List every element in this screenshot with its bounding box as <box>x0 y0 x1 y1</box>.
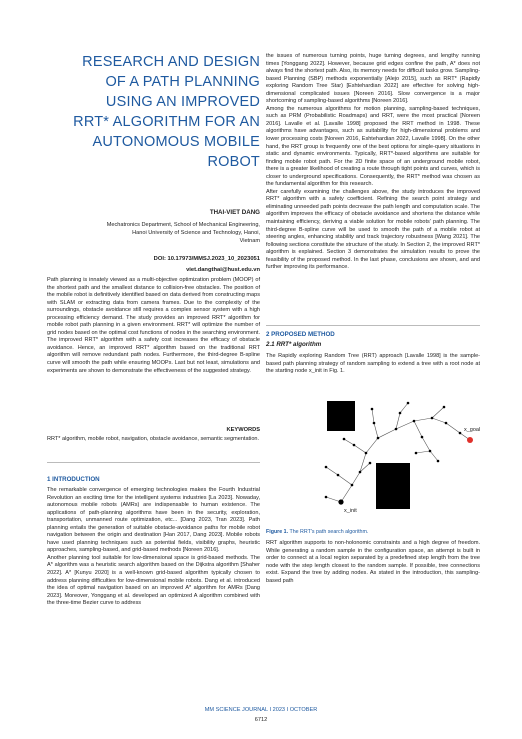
affiliation-line: Mechatronics Department, School of Mechanical Engineering, <box>106 222 260 228</box>
title-line: RRT* ALGORITHM FOR AN <box>73 114 260 130</box>
affiliation-line: Hanoi University of Science and Technology, Hanoi, <box>132 229 260 236</box>
start-label: x_init <box>344 508 357 514</box>
section-divider <box>266 325 480 326</box>
title-line: ROBOT <box>207 154 260 170</box>
intro-text: The remarkable convergence of emerging technologies makes the Fourth Industrial Revolution an exciting time for the intelligent systems industries [La 2023]. Nowaday, autonomous mobile robots (AMRs) are indispensable to human existence. The applications of path-planning algorithms have been in the security, exploration, transportation, unmanned route optimization, etc... [Dang 2023, Tran 2023]. Path planning entails the generation of suitable obstacle-avoidance paths for mobile robot navigation between the origin and destination [Han 2017, Dang 2023]. Mobile robots have used planning techniques such as potential fields, visibility graphs, heuristic approaches, sampling-based, and grid-based methods [Noreen 2016]. Another planning tool suitable for low-dimensional space is grid-based methods. The A* algorithm was a heuristic search algorithm based on the Dijkstra algorithm [Shaher 2022]. A* [Kunyu 2020] is a well-known grid-based algorithm typically chosen to address planning difficulties for low-dimensional mobile robots. Dang et al. introduced the idea of optimal navigation based on an improved A* algorithm for AMRs [Dang 2023]. Moreover, Yonggang et al. developed an optimized A algorithm combined with the three-time Bezier curve to address <box>47 487 260 607</box>
keywords <box>47 436 260 444</box>
title-line: OF A PATH PLANNING <box>105 74 260 90</box>
abstract-text: Path planning is innately viewed as a multi-objective optimization problem (MOOP) of the shortest path and the smallest distance to collision-free obstacles. The position of the mobile robot is definitively identified based on data derived from constructing maps with SLAM or extracting data from camera frames. Due to the complexity of the surroundings, obstacle avoidance still requires a complex sensor system with a high processing efficiency demand. The study provides an improved RRT* algorithm for mobile robot path planning in a given environment. RRT* will optimize the number of grid nodes based on the optimal cost functions of nodes in the searching environment. The improved RRT* algorithm with a safety cost increases the efficacy of obstacle avoidance. Hence, an improved RRT* algorithm based on the traditional RRT algorithm will remove redundant path nodes. Furthermore, the third-degree B-spline curve will smooth the path while ensuring MOOPs. Last but not least, simulations and experiments are shown to demonstrate the effectiveness of the suggested strategy. <box>47 277 260 374</box>
method-heading: 2 PROPOSED METHOD <box>266 331 335 338</box>
rrt-subheading: 2.1 RRT* algorithm <box>266 341 322 348</box>
affiliation-line: Vietnam <box>239 237 260 244</box>
keywords-text: RRT* algorithm, mobile robot, navigation, obstacle avoidance, semantic segmentation. <box>47 436 260 442</box>
rrt-description <box>266 540 480 585</box>
figure-caption-text: The RRT's path search algorithm. <box>288 529 369 535</box>
goal-label: x_goal <box>464 427 481 433</box>
abstract <box>47 277 260 375</box>
rrt-figure <box>304 393 484 515</box>
affiliation <box>47 222 260 245</box>
start-node <box>338 499 343 504</box>
goal-node <box>467 437 473 443</box>
paper-title <box>54 52 260 172</box>
intro-section <box>47 487 260 608</box>
obstacle <box>376 463 410 509</box>
rrt-intro <box>266 353 480 376</box>
rrt-description-text: RRT algorithm supports to non-holonomic constraints and a high degree of freedom. While generating a random sample in the configuration space, an attempt is built in order to connect at a local region separated by a predefined step length from the tree node with the step length closest to the random sample. If possible, tree connections exist. Expand the tree by adding nodes. As stated in the introduction, this sampling-based path <box>266 540 480 584</box>
author-email[interactable]: viet.dangthai@hust.edu.vn <box>186 267 260 273</box>
page-number: 6712 <box>254 717 268 723</box>
figure-caption-label: Figure 1. <box>266 529 289 535</box>
intro-continued <box>266 53 480 272</box>
keywords-heading: KEYWORDS <box>226 427 260 433</box>
obstacle <box>327 401 355 431</box>
footer-journal: MM SCIENCE JOURNAL I 2023 I OCTOBER <box>204 707 318 713</box>
title-line: RESEARCH AND DESIGN <box>82 54 260 70</box>
figure-caption <box>266 529 368 535</box>
doi-link[interactable]: DOI: 10.17973/MMSJ.2023_10_2023051 <box>153 256 260 262</box>
author-name: THAI-VIET DANG <box>209 209 260 216</box>
rrt-intro-text: The Rapidly exploring Random Tree (RRT) approach [Lavalle 1998] is the sample-based path planning strategy of random sampling to extend a tree with a root node at the starting node x_init in Fig. 1. <box>266 353 480 375</box>
title-line: USING AN IMPROVED <box>105 94 260 110</box>
intro-continued-text: the issues of numerous turning points, huge turning degrees, and lengthy running times [Yonggang 2022]. However, because grid edges confine the path, A* does not always find the shortest path. Also, its memory needs for difficult tasks grow. Sampling-based Planning (SBP) methods exponentially [Alejo 2015], such as RRT* (Rapidly exploring Random Tree Star) [Eshtehardian 2022] are effective for solving high-dimensional complicated issues [Noreen 2016]. Slow convergence is a major shortcoming of sampling-based algorithms [Noreen 2016]. Among the numerous algorithms for motion planning, sampling-based techniques, such as PRM (Probabilistic Roadmaps) and RRT, were the most practical [Noreen 2016]. Lavalle et al. [Lavalle 1998] proposed the RRT method in 1998. These algorithms have advantages, such as suitability for high-dimensional problems and lower processing costs [Noreen 2016, Eshtehardian 2022, Lavalle 1998]. On the other hand, the RRT group is frequently one of the best options for single-query situations in static and dynamic environments. Typically, RRT*-based algorithms are suitable for finding mobile robot path. For the 2D finite space of an underground mobile robot, there is a greater likelihood of creating a route through tight points and curves, which is closer to underground specifications. Consequently, the RRT* method was chosen as the fundamental algorithm for this research. After carefully examining the challenges above, the study introduces the improved RRT* algorithm with a safety coefficient. Refining the search point strategy and eliminating unneeded path points decrease the path length and computation scale. The algorithm improves the efficacy of obstacle avoidance and shortens the distance while maintaining efficiency, deriving a viable solution for mobile robots' path planning. The third-degree B-spline curve will be used to smooth the path of a mobile robot at steering angles, enhancing stability and track trajectory robustness [Wang 2021]. The following sections constitute the structure of the study. In Section 2, the improved RRT* algorithm is explained. Section 3 demonstrates the simulation results to prove the feasibility of the proposed method. In the last phase, conclusions are shown, and and further improving its performance. <box>266 53 480 271</box>
section-divider <box>47 462 260 463</box>
title-line: AUTONOMOUS MOBILE <box>92 134 260 150</box>
intro-heading: 1 INTRODUCTION <box>47 476 100 483</box>
